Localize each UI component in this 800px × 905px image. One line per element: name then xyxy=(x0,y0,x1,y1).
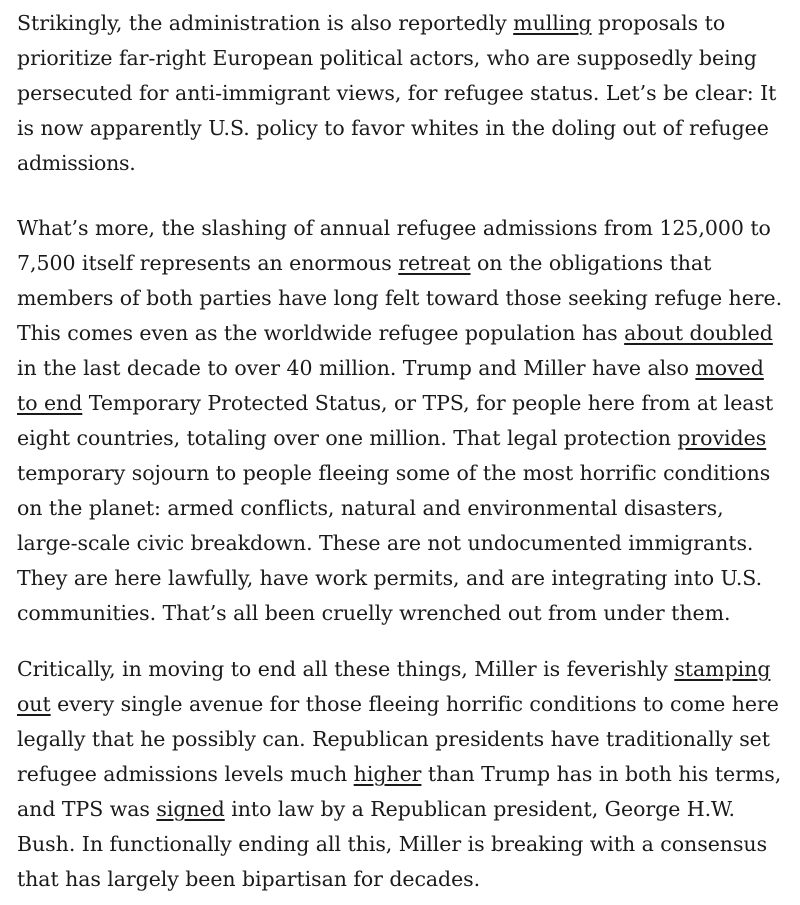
text-line xyxy=(17,246,800,281)
text-segment: on the obligations that xyxy=(470,251,712,275)
inline-link[interactable]: provides xyxy=(677,426,767,450)
text-line xyxy=(17,146,800,181)
text-line xyxy=(17,6,800,41)
text-segment: admissions. xyxy=(17,151,136,175)
text-line xyxy=(17,491,800,526)
text-line xyxy=(17,792,800,827)
text-segment: This comes even as the worldwide refugee population has xyxy=(17,321,625,345)
text-line xyxy=(17,111,800,146)
text-line xyxy=(17,351,800,386)
text-line xyxy=(17,526,800,561)
inline-link[interactable]: to end xyxy=(17,391,83,415)
text-segment: large-scale civic breakdown. These are not undocumented immigrants. xyxy=(17,531,754,555)
text-line xyxy=(17,76,800,111)
text-segment: on the planet: armed conflicts, natural and environmental disasters, xyxy=(17,496,724,520)
text-line xyxy=(17,757,800,792)
inline-link[interactable]: moved xyxy=(695,356,764,380)
text-line xyxy=(17,561,800,596)
text-segment: refugee admissions levels much xyxy=(17,762,354,786)
text-segment: eight countries, totaling over one million. That legal protection xyxy=(17,426,678,450)
text-segment: Temporary Protected Status, or TPS, for people here from at least xyxy=(82,391,774,415)
text-segment: is now apparently U.S. policy to favor whites in the doling out of refugee xyxy=(17,116,769,140)
inline-link[interactable]: higher xyxy=(353,762,422,786)
text-line xyxy=(17,596,800,631)
article-paragraph xyxy=(17,6,800,181)
text-segment: in the last decade to over 40 million. Trump and Miller have also xyxy=(17,356,696,380)
text-line xyxy=(17,862,800,897)
inline-link[interactable]: signed xyxy=(156,797,225,821)
text-segment: every single avenue for those fleeing horrific conditions to come here xyxy=(50,692,779,716)
text-segment: members of both parties have long felt toward those seeking refuge here. xyxy=(17,286,783,310)
text-line xyxy=(17,316,800,351)
text-segment: communities. That’s all been cruelly wrenched out from under them. xyxy=(17,601,731,625)
text-line xyxy=(17,456,800,491)
text-line xyxy=(17,281,800,316)
text-line xyxy=(17,421,800,456)
text-segment: What’s more, the slashing of annual refugee admissions from 125,000 to xyxy=(17,216,771,240)
text-segment: They are here lawfully, have work permits, and are integrating into U.S. xyxy=(17,566,763,590)
text-segment: that has largely been bipartisan for decades. xyxy=(17,867,481,891)
text-segment: persecuted for anti-immigrant views, for refugee status. Let’s be clear: It xyxy=(17,81,777,105)
text-segment: and TPS was xyxy=(17,797,157,821)
inline-link[interactable]: mulling xyxy=(513,11,592,35)
text-segment: temporary sojourn to people fleeing some of the most horrific conditions xyxy=(17,461,771,485)
text-line xyxy=(17,687,800,722)
inline-link[interactable]: stamping xyxy=(674,657,771,681)
text-segment: legally that he possibly can. Republican presidents have traditionally set xyxy=(17,727,770,751)
text-segment: than Trump has in both his terms, xyxy=(421,762,782,786)
text-segment: proposals to xyxy=(591,11,726,35)
text-line xyxy=(17,652,800,687)
text-line xyxy=(17,386,800,421)
text-segment: prioritize far-right European political actors, who are supposedly being xyxy=(17,46,757,70)
article-paragraph xyxy=(17,652,800,897)
text-segment: into law by a Republican president, George H.W. xyxy=(224,797,735,821)
text-segment: Bush. In functionally ending all this, Miller is breaking with a consensus xyxy=(17,832,768,856)
inline-link[interactable]: retreat xyxy=(398,251,471,275)
article-paragraph xyxy=(17,211,800,631)
text-line xyxy=(17,722,800,757)
inline-link[interactable]: about doubled xyxy=(624,321,773,345)
text-line xyxy=(17,211,800,246)
text-line xyxy=(17,41,800,76)
text-segment: Critically, in moving to end all these things, Miller is feverishly xyxy=(17,657,675,681)
text-segment: Strikingly, the administration is also reportedly xyxy=(17,11,514,35)
text-line xyxy=(17,827,800,862)
inline-link[interactable]: out xyxy=(17,692,51,716)
text-segment: 7,500 itself represents an enormous xyxy=(17,251,399,275)
